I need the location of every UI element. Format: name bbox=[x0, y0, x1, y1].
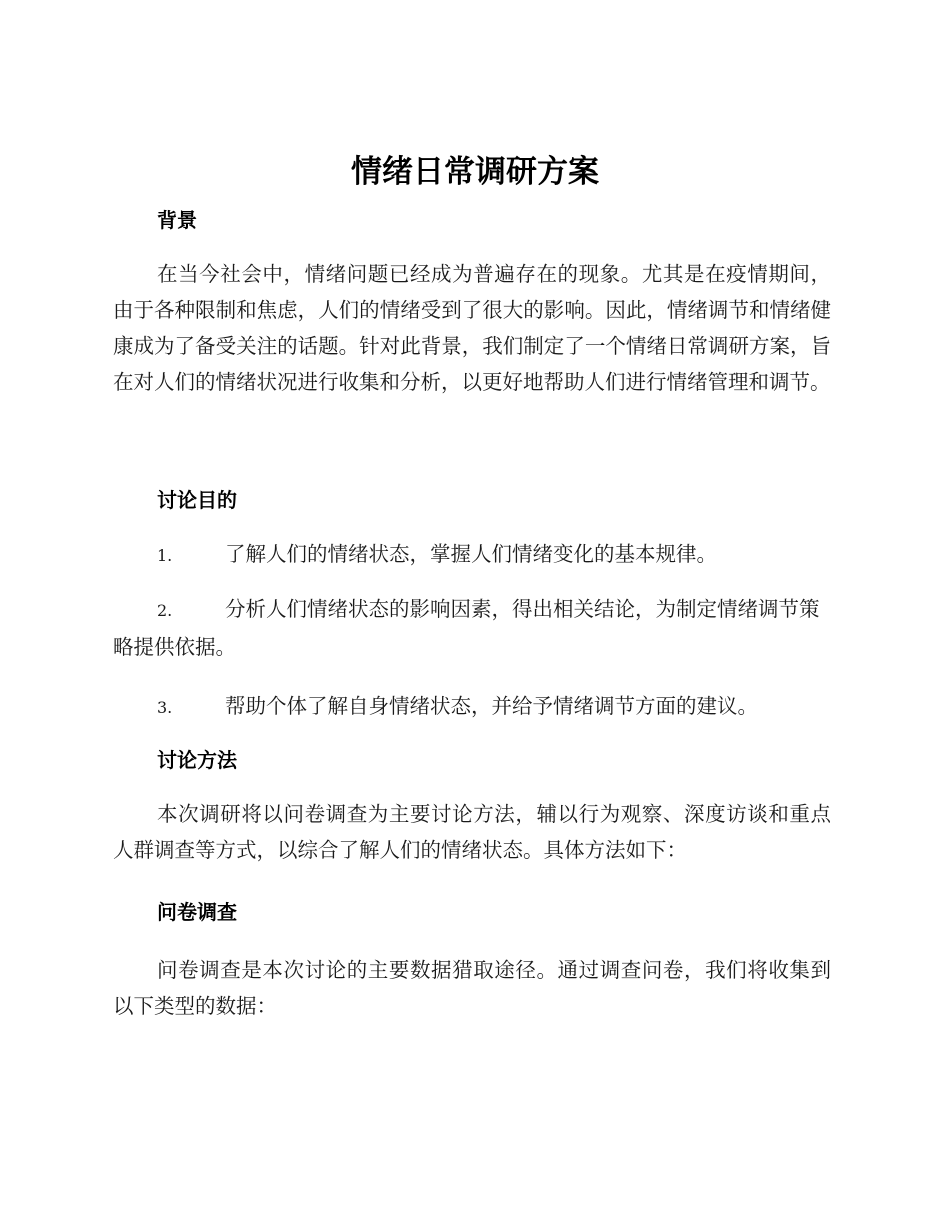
list-item-number: 1. bbox=[157, 546, 173, 565]
list-item-text: 分析人们情绪状态的影响因素，得出相关结论，为制定情绪调节策略提供依据。 bbox=[113, 597, 820, 659]
list-item-number: 3. bbox=[157, 698, 173, 717]
purpose-list-item bbox=[113, 536, 831, 574]
list-item-text: 了解人们的情绪状态，掌握人们情绪变化的基本规律。 bbox=[225, 542, 717, 566]
method-paragraph: 本次调研将以问卷调查为主要讨论方法，辅以行为观察、深度访谈和重点人群调查等方式，以综合了解人们的情绪状态。具体方法如下： bbox=[113, 802, 831, 862]
list-item-number: 2. bbox=[157, 601, 173, 620]
purpose-list-item bbox=[113, 591, 831, 665]
document-title: 情绪日常调研方案 bbox=[351, 154, 599, 190]
survey-paragraph: 问卷调查是本次讨论的主要数据猎取途径。通过调查问卷，我们将收集到以下类型的数据： bbox=[113, 958, 831, 1018]
purpose-list-item bbox=[113, 688, 831, 726]
list-item-text: 帮助个体了解自身情绪状态，并给予情绪调节方面的建议。 bbox=[225, 694, 758, 718]
background-paragraph: 在当今社会中，情绪问题已经成为普遍存在的现象。尤其是在疫情期间，由于各种限制和焦虑，人们的情绪受到了很大的影响。因此，情绪调节和情绪健康成为了备受关注的话题。针对此背景，我们制定了一个情绪日常调研方案，旨在对人们的情绪状况进行收集和分析，以更好地帮助人们进行情绪管理和调节。 bbox=[113, 262, 831, 394]
section-heading-survey: 问卷调查 bbox=[157, 900, 237, 924]
section-heading-purpose: 讨论目的 bbox=[157, 488, 237, 512]
section-heading-method: 讨论方法 bbox=[157, 748, 237, 772]
section-heading-background: 背景 bbox=[157, 208, 197, 232]
